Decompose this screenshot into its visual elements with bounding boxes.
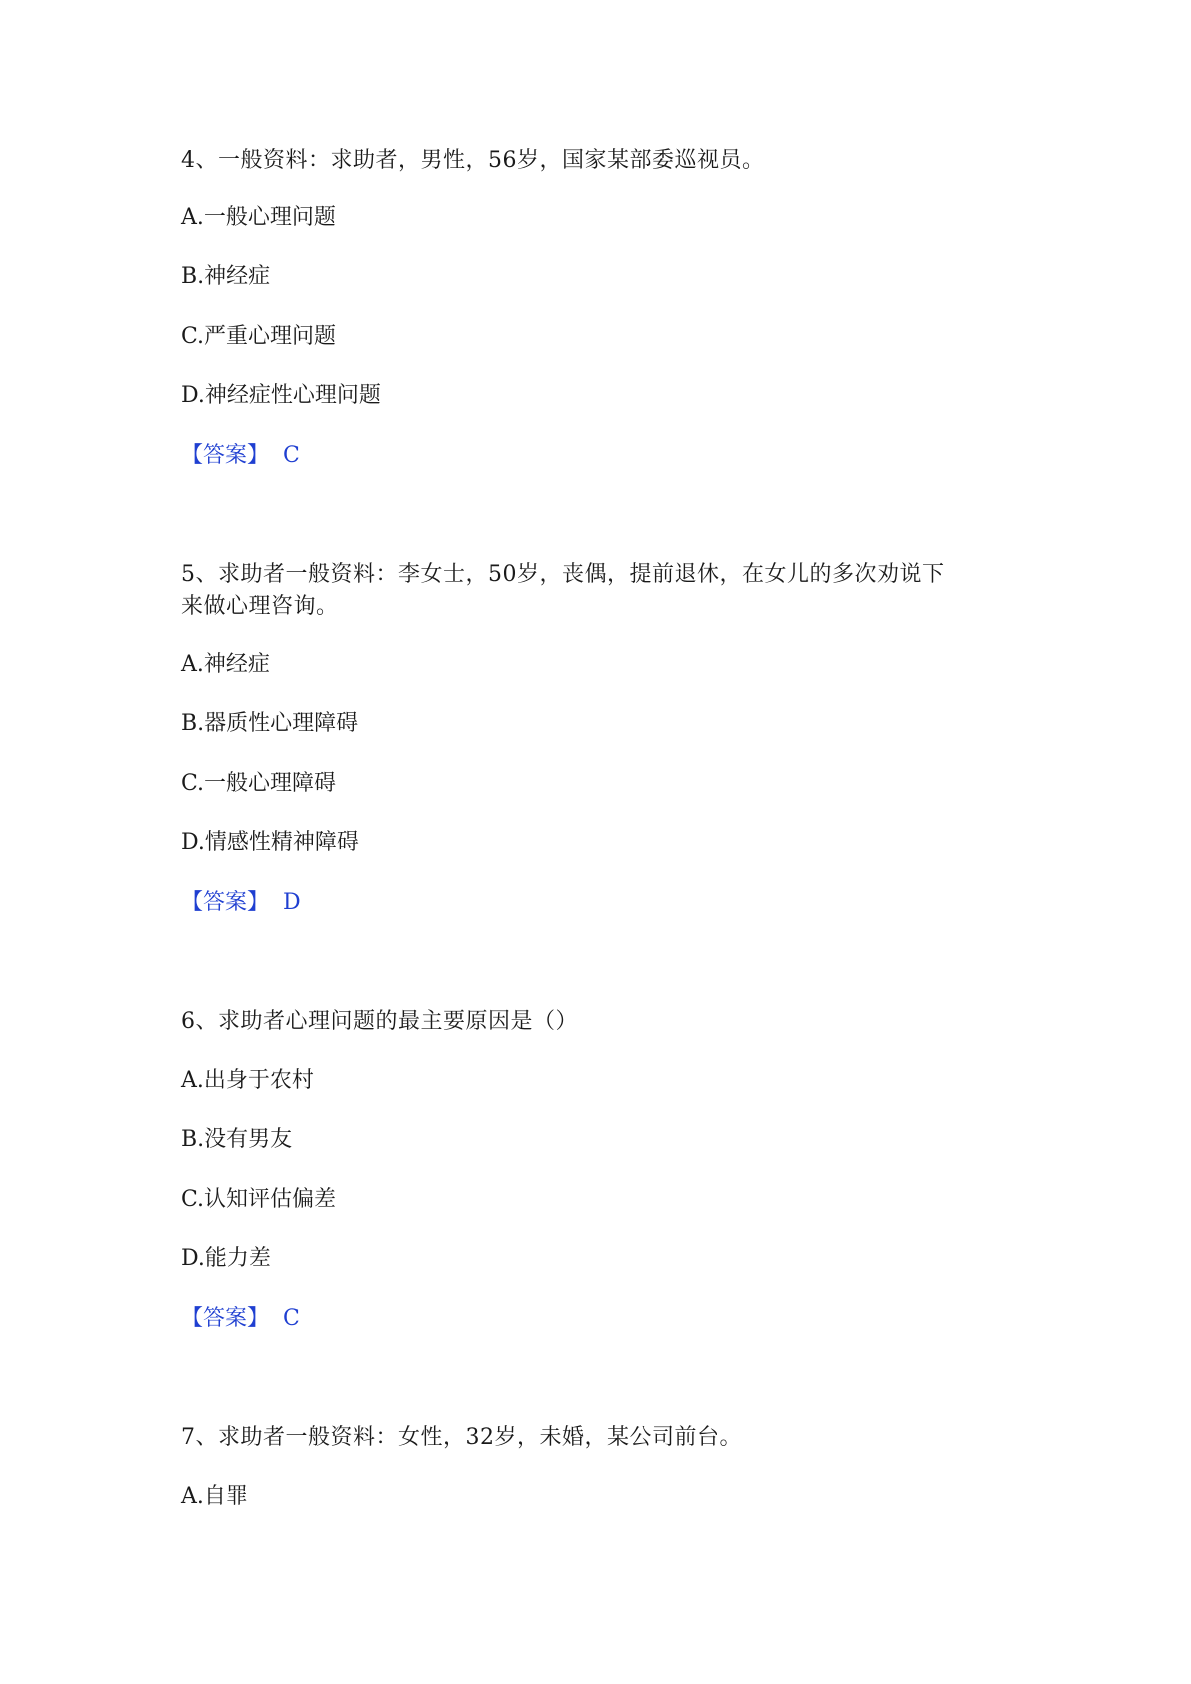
answer-label: 【答案】: [181, 443, 270, 468]
question-5-option-c: C.一般心理障碍: [181, 771, 337, 796]
answer-letter: D: [283, 890, 301, 915]
question-5-answer: [181, 888, 301, 918]
question-5-option-d: D.情感性精神障碍: [181, 830, 359, 855]
question-6-option-b: B.没有男友: [181, 1127, 293, 1152]
question-4-option-a: A.一般心理问题: [181, 205, 336, 230]
question-7-stem: 7、求助者一般资料：女性，32岁，未婚，某公司前台。: [181, 1425, 742, 1450]
question-4-option-d: D.神经症性心理问题: [181, 383, 381, 408]
question-5-stem-line-1: 5、求助者一般资料：李女士，50岁，丧偶，提前退休，在女儿的多次劝说下: [181, 562, 945, 587]
question-7-option-a: A.自罪: [181, 1484, 248, 1509]
question-4-answer: [181, 441, 300, 471]
answer-letter: C: [283, 443, 300, 468]
question-4-stem: 4、一般资料：求助者，男性，56岁，国家某部委巡视员。: [181, 148, 765, 173]
question-6-stem: 6、求助者心理问题的最主要原因是（）: [181, 1009, 578, 1034]
question-6-option-c: C.认知评估偏差: [181, 1187, 337, 1212]
question-5-option-b: B.器质性心理障碍: [181, 711, 359, 736]
answer-label: 【答案】: [181, 1306, 270, 1331]
question-5-option-a: A.神经症: [181, 652, 270, 677]
question-6-answer: [181, 1304, 300, 1334]
answer-label: 【答案】: [181, 890, 270, 915]
question-4-option-c: C.严重心理问题: [181, 324, 337, 349]
question-6-option-d: D.能力差: [181, 1246, 271, 1271]
question-6-option-a: A.出身于农村: [181, 1068, 314, 1093]
question-5-stem-line-2: 来做心理咨询。: [181, 594, 339, 619]
question-4-option-b: B.神经症: [181, 264, 271, 289]
answer-letter: C: [283, 1306, 300, 1331]
